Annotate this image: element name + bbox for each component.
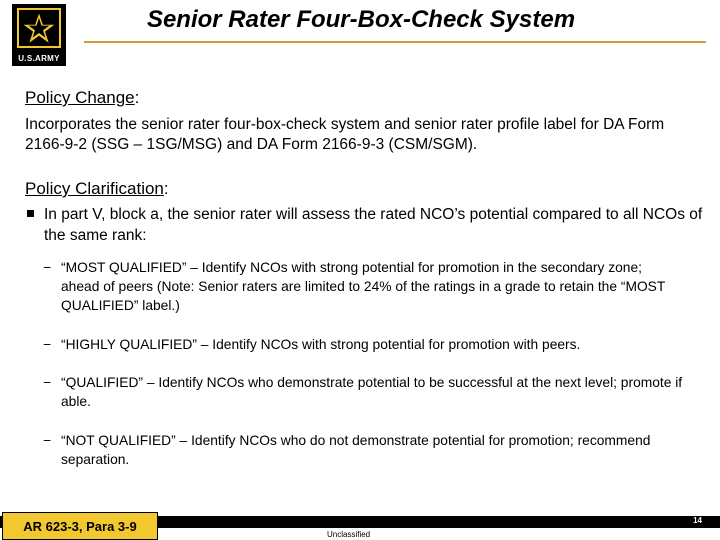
list-item-text: “MOST QUALIFIED” – Identify NCOs with strong potential for promotion in the secondary zone; ahead of peers (Note: Senior raters are limited to 24% of the ratings in a grade to retain the “MOST QUALIFIED” label.) <box>61 260 666 313</box>
logo-wordmark: U.S.ARMY <box>18 54 60 63</box>
policy-clarification-heading-label: Policy Clarification <box>25 179 164 198</box>
policy-clarification-heading <box>25 179 169 199</box>
dash-bullet-icon: − <box>43 433 52 448</box>
army-star-icon <box>12 6 66 50</box>
list-item <box>43 258 683 315</box>
list-item-text: “HIGHLY QUALIFIED” – Identify NCOs with strong potential for promotion with peers. <box>61 337 581 352</box>
clarification-bullet <box>25 204 705 246</box>
list-item <box>43 373 683 411</box>
classification-marking: Unclassified <box>327 530 371 539</box>
policy-change-heading-label: Policy Change <box>25 88 135 107</box>
policy-clarification-heading-colon: : <box>163 179 169 198</box>
regulation-reference: AR 623-3, Para 3-9 <box>2 512 158 540</box>
title-rule <box>84 41 706 43</box>
army-logo <box>12 4 66 66</box>
clarification-bullet-text: In part V, block a, the senior rater will assess the rated NCO’s potential compared to all NCOs of the same rank: <box>44 206 703 244</box>
dash-bullet-icon: − <box>43 375 52 390</box>
list-item <box>43 431 683 469</box>
policy-change-heading <box>25 88 139 108</box>
policy-change-text: Incorporates the senior rater four-box-check system and senior rater profile label for DA Form 2166-9-2 (SSG – 1SG/MSG) and DA Form 2166-9-3 (CSM/SGM). <box>25 116 665 153</box>
page-number: 14 <box>693 516 702 525</box>
policy-change-heading-colon: : <box>134 88 140 107</box>
list-item-text: “NOT QUALIFIED” – Identify NCOs who do not demonstrate potential for promotion; recommend separation. <box>61 433 651 467</box>
dash-bullet-icon: − <box>43 337 52 352</box>
square-bullet-icon <box>27 210 34 217</box>
slide-title: Senior Rater Four-Box-Check System <box>146 6 576 33</box>
list-item <box>43 335 683 354</box>
dash-bullet-icon: − <box>43 260 52 275</box>
list-item-text: “QUALIFIED” – Identify NCOs who demonstrate potential to be successful at the next level; promote if able. <box>61 375 683 409</box>
